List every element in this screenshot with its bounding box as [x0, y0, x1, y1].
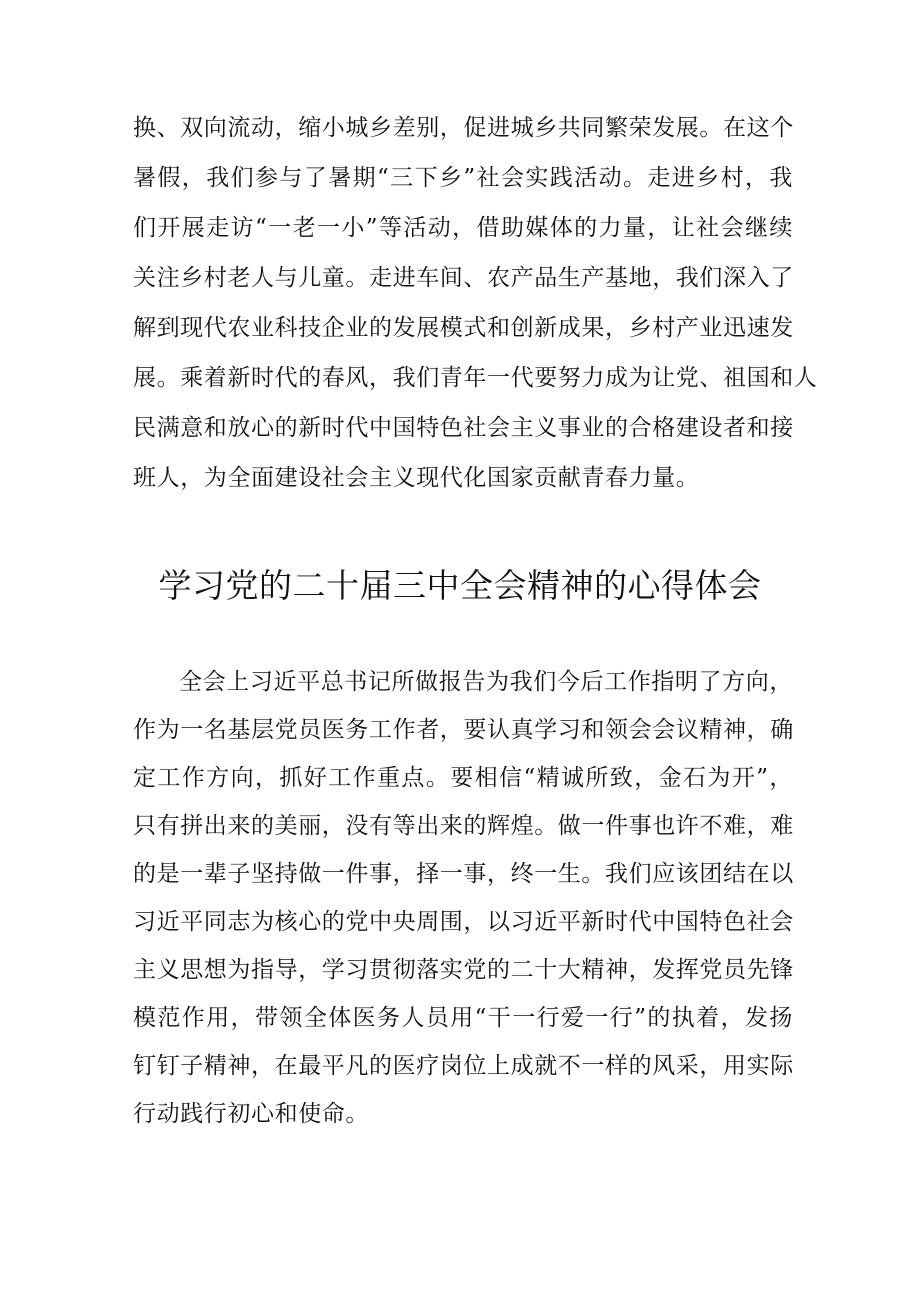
paragraph-line: 换、双向流动，缩小城乡差别，促进城乡共同繁荣发展。在这个	[133, 115, 794, 141]
paragraph-line: 暑假，我们参与了暑期“三下乡”社会实践活动。走进乡村，我	[133, 165, 793, 191]
paragraph-line: 定工作方向，抓好工作重点。要相信“精诚所致，金石为开”，	[133, 765, 793, 791]
section-title: 学习党的二十届三中全会精神的心得体会	[158, 566, 762, 605]
paragraph-line: 模范作用，带领全体医务人员用“干一行爱一行”的执着，发扬	[133, 1005, 793, 1031]
paragraph-line: 主义思想为指导，学习贯彻落实党的二十大精神，发挥党员先锋	[133, 957, 794, 983]
paragraph-line: 解到现代农业科技企业的发展模式和创新成果，乡村产业迅速发	[133, 315, 794, 341]
paragraph-line: 的是一辈子坚持做一件事，择一事，终一生。我们应该团结在以	[133, 861, 794, 887]
paragraph-line: 习近平同志为核心的党中央周围，以习近平新时代中国特色社会	[133, 909, 794, 935]
paragraph-line: 钉钉子精神，在最平凡的医疗岗位上成就不一样的风采，用实际	[133, 1053, 794, 1079]
paragraph-line: 作为一名基层党员医务工作者，要认真学习和领会会议精神，确	[133, 717, 794, 743]
paragraph-line: 展。乘着新时代的春风，我们青年一代要努力成为让党、祖国和人	[133, 365, 818, 391]
paragraph-line: 全会上习近平总书记所做报告为我们今后工作指明了方向，	[179, 669, 793, 695]
paragraph-line: 班人，为全面建设社会主义现代化国家贡献青春力量。	[133, 465, 700, 491]
paragraph-line: 关注乡村老人与儿童。走进车间、农产品生产基地，我们深入了	[133, 265, 794, 291]
paragraph-line: 只有拼出来的美丽，没有等出来的辉煌。做一件事也许不难，难	[133, 813, 794, 839]
paragraph-line: 们开展走访“一老一小”等活动，借助媒体的力量，让社会继续	[133, 215, 793, 241]
paragraph-line: 民满意和放心的新时代中国特色社会主义事业的合格建设者和接	[133, 415, 794, 441]
paragraph-line: 行动践行初心和使命。	[133, 1101, 369, 1127]
